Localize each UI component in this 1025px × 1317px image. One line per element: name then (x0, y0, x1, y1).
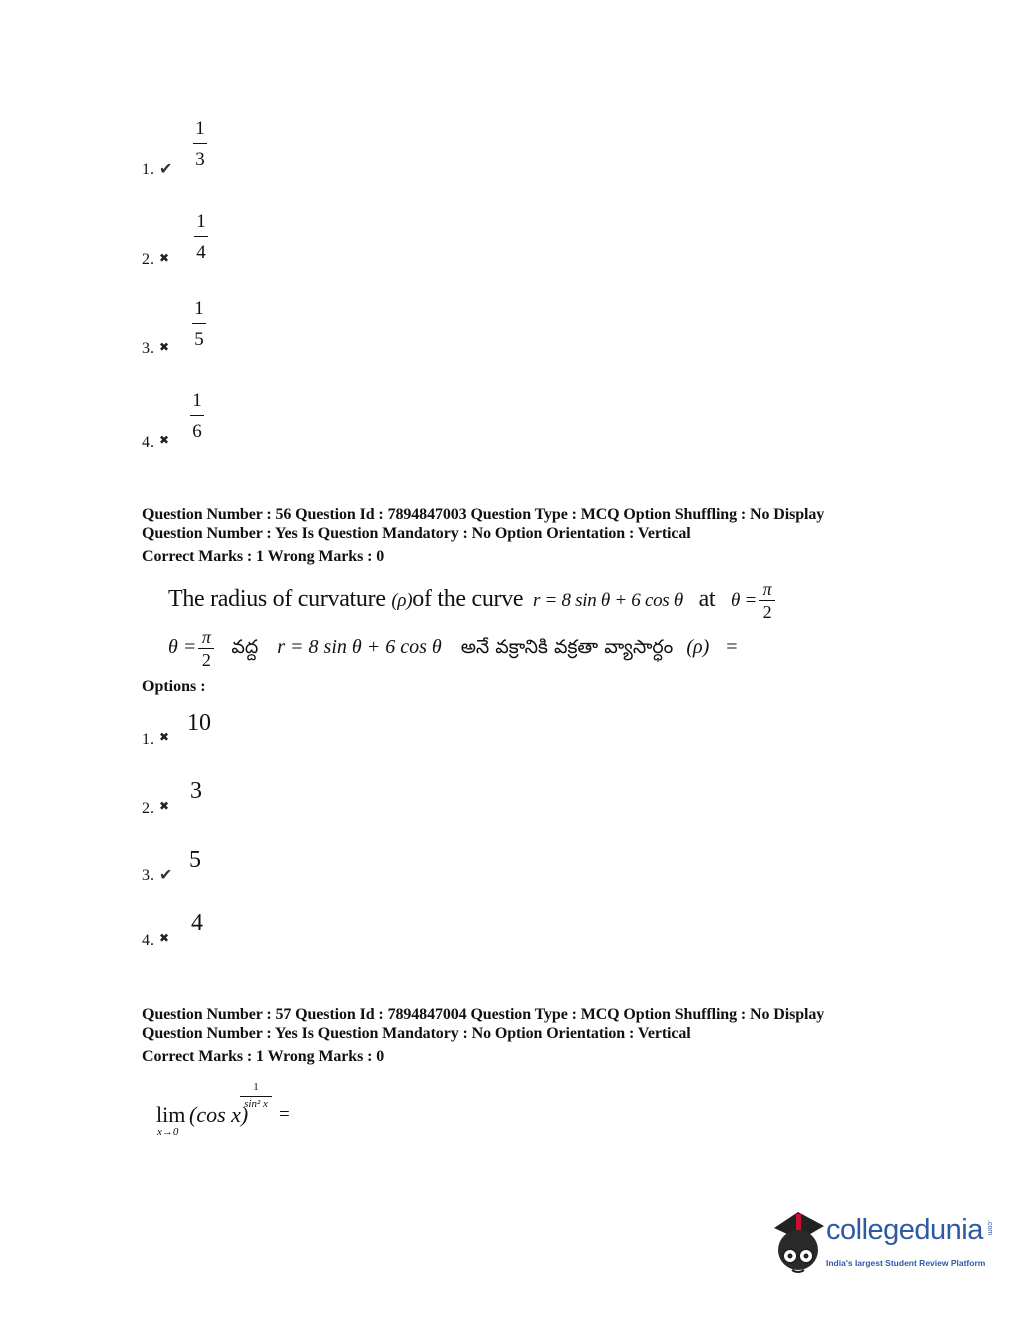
lim-operator: lim (156, 1102, 186, 1127)
limit-base-text: (cos x) (189, 1102, 249, 1127)
option-number: 3. (142, 340, 154, 357)
option-value: 5 (189, 847, 201, 873)
rho-symbol: (ρ) (686, 636, 710, 659)
check-icon: ✔ (159, 867, 173, 884)
question-56-english (168, 580, 775, 621)
question-text: of the curve (412, 586, 524, 613)
rho-symbol: (ρ) (391, 590, 413, 612)
check-icon: ✔ (159, 161, 173, 178)
fraction-value (194, 212, 208, 262)
option-number: 2. (142, 800, 154, 817)
option-value: 4 (191, 910, 203, 936)
curve-equation: r = 8 sin θ + 6 cos θ (277, 636, 442, 659)
option-value: 10 (187, 710, 211, 736)
question-57-meta-line-3: Correct Marks : 1 Wrong Marks : 0 (142, 1048, 385, 1065)
numerator: 1 (195, 118, 205, 139)
pi-over-two (198, 628, 214, 669)
question-text: The radius of curvature (168, 586, 386, 613)
limit-exponent (240, 1082, 272, 1110)
denominator: 3 (195, 149, 205, 170)
logo-wordmark: collegedunia (826, 1214, 983, 1246)
cross-icon: ✖ (159, 340, 170, 354)
pi-symbol: π (762, 579, 772, 599)
question-56-meta-line-3: Correct Marks : 1 Wrong Marks : 0 (142, 548, 385, 565)
numerator: 1 (196, 211, 206, 232)
question-56-telugu (168, 628, 738, 669)
cross-icon: ✖ (159, 251, 170, 265)
q56-option-1 (142, 710, 442, 770)
prev-option-2 (142, 208, 442, 268)
option-number: 1. (142, 731, 154, 748)
logo-tagline: India's largest Student Review Platform (826, 1258, 986, 1268)
option-number: 4. (142, 932, 154, 949)
option-number: 2. (142, 251, 154, 268)
equals-sign: = (279, 1104, 290, 1125)
denominator: 2 (762, 602, 772, 622)
q56-option-4 (142, 910, 442, 970)
cross-icon: ✖ (159, 730, 170, 744)
option-number: 3. (142, 867, 154, 884)
options-label: Options : (142, 678, 206, 695)
exponent-numerator: 1 (253, 1081, 259, 1093)
q56-option-2 (142, 778, 442, 838)
cross-icon: ✖ (159, 433, 170, 447)
cross-icon: ✖ (159, 799, 170, 813)
numerator: 1 (192, 390, 202, 411)
numerator: 1 (194, 298, 204, 319)
question-56-meta-line-2: Question Number : Yes Is Question Mandatory : No Option Orientation : Vertical (142, 525, 691, 542)
question-56-meta-line-1: Question Number : 56 Question Id : 7894847003 Question Type : MCQ Option Shuffling : No Display (142, 506, 825, 523)
question-57-meta-line-1: Question Number : 57 Question Id : 7894847004 Question Type : MCQ Option Shuffling : No Display (142, 1006, 825, 1023)
fraction-value (192, 299, 206, 349)
equals-sign: = (726, 636, 738, 659)
prev-option-4 (142, 389, 442, 449)
fraction-value (190, 391, 204, 441)
lim-subscript: x→0 (157, 1126, 179, 1138)
denominator: 6 (192, 421, 202, 442)
curve-equation: r = 8 sin θ + 6 cos θ (532, 590, 683, 612)
theta-equation: θ = (168, 636, 197, 659)
telugu-text: వద్ద (231, 636, 259, 659)
exponent-denominator: sin² x (244, 1098, 268, 1110)
cross-icon: ✖ (159, 931, 170, 945)
prev-option-3 (142, 297, 442, 357)
mascot-icon (768, 1208, 826, 1278)
prev-option-1 (142, 115, 442, 178)
pi-symbol: π (201, 627, 211, 647)
denominator: 4 (196, 242, 206, 263)
question-text: at (698, 586, 716, 613)
denominator: 2 (201, 650, 211, 670)
option-number: 4. (142, 434, 154, 451)
telugu-text: అనే వక్రానికి వక్రతా వ్యాసార్ధం (460, 636, 674, 659)
pi-over-two (759, 580, 775, 621)
q56-option-3 (142, 847, 442, 907)
theta-equation: θ = (731, 590, 758, 612)
option-value: 3 (190, 778, 202, 804)
logo-com: .com (986, 1220, 993, 1236)
option-number: 1. (142, 161, 154, 178)
fraction-value (193, 119, 207, 169)
question-57-meta-line-2: Question Number : Yes Is Question Mandatory : No Option Orientation : Vertical (142, 1025, 691, 1042)
collegedunia-logo (768, 1208, 998, 1278)
denominator: 5 (194, 329, 204, 350)
